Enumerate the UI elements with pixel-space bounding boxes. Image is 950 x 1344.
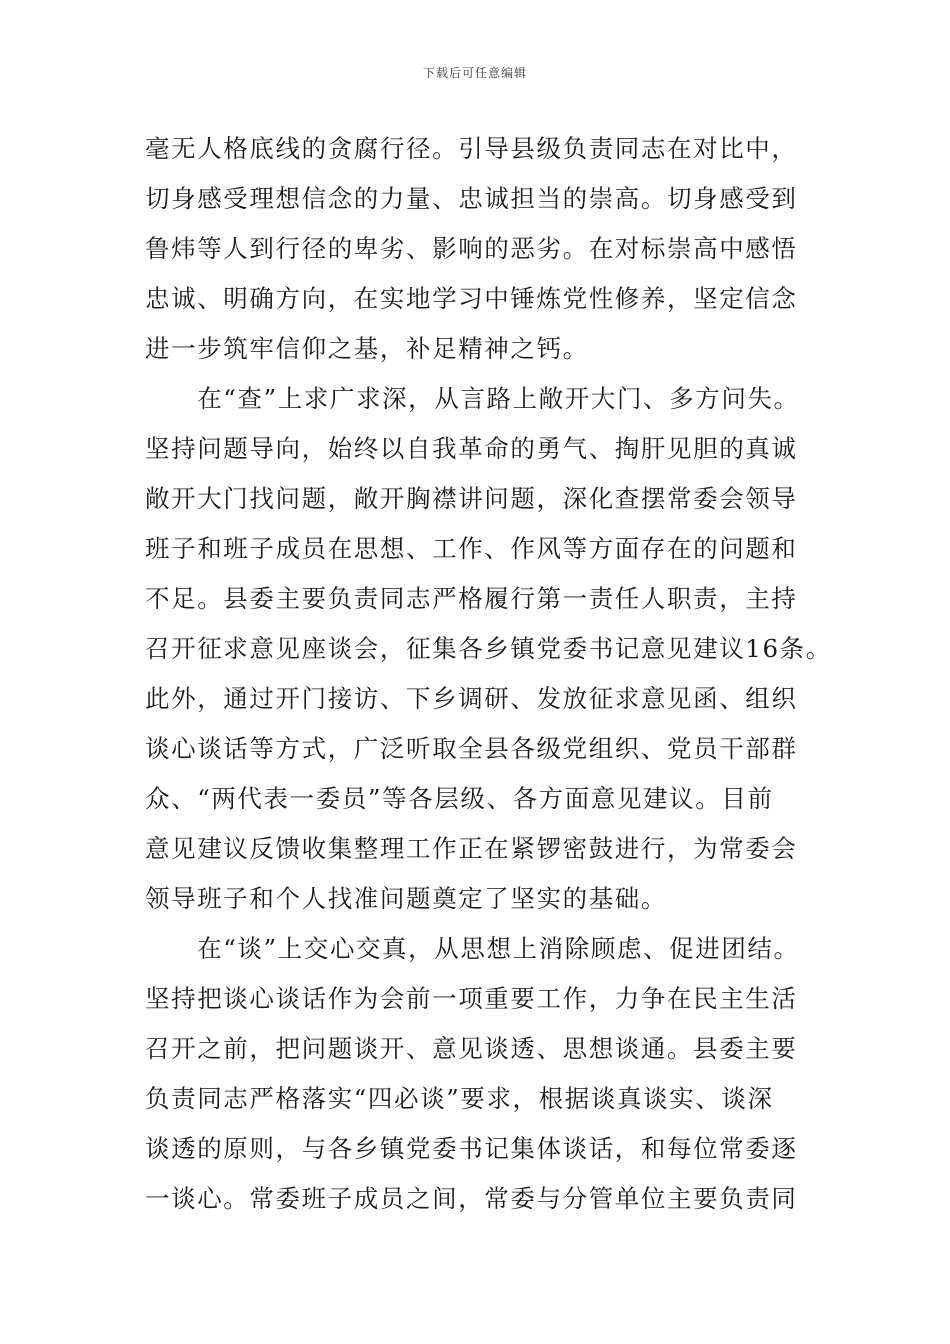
text-line: 鲁炜等人到行径的卑劣、影响的恶劣。在对标崇高中感悟 [145, 234, 798, 263]
text-line: 切身感受理想信念的力量、忠诚担当的崇高。切身感受到 [145, 184, 798, 213]
text-line: 负责同志严格落实“四必谈”要求，根据谈真谈实、谈深 [145, 1084, 774, 1113]
text-line: 毫无人格底线的贪腐行径。引导县级负责同志在对比中， [145, 134, 798, 163]
text-line: 意见建议反馈收集整理工作正在紧锣密鼓进行，为常委会 [145, 834, 798, 863]
text-line: 领导班子和个人找准问题奠定了坚实的基础。 [145, 884, 667, 913]
text-line: 班子和班子成员在思想、工作、作风等方面存在的问题和 [145, 534, 798, 563]
text-line: 在“谈”上交心交真，从思想上消除顾虑、促进团结。 [145, 934, 800, 963]
text-line: 在“查”上求广求深，从言路上敞开大门、多方问失。 [145, 384, 800, 413]
text-line: 召开征求意见座谈会，征集各乡镇党委书记意见建议16条。 [145, 634, 832, 663]
text-line: 不足。县委主要负责同志严格履行第一责任人职责，主持 [145, 584, 798, 613]
text-line: 坚持问题导向，始终以自我革命的勇气、掏肝见胆的真诚 [145, 434, 798, 463]
text-line: 一谈心。常委班子成员之间，常委与分管单位主要负责同 [145, 1184, 798, 1213]
text-line: 坚持把谈心谈话作为会前一项重要工作，力争在民主生活 [145, 984, 798, 1013]
text-line: 谈心谈话等方式，广泛听取全县各级党组织、党员干部群 [145, 734, 798, 763]
text-line: 敞开大门找问题，敞开胸襟讲问题，深化查摆常委会领导 [145, 484, 798, 513]
page-header: 下载后可任意编辑 [422, 66, 527, 80]
document-body [145, 124, 835, 1224]
text-line: 忠诚、明确方向，在实地学习中锤炼党性修养，坚定信念 [145, 284, 798, 313]
text-line: 进一步筑牢信仰之基，补足精神之钙。 [145, 334, 589, 363]
text-line: 此外，通过开门接访、下乡调研、发放征求意见函、组织 [145, 684, 798, 713]
text-line: 召开之前，把问题谈开、意见谈透、思想谈通。县委主要 [145, 1034, 798, 1063]
text-line: 众、“两代表一委员”等各层级、各方面意见建议。目前 [145, 784, 774, 813]
text-line: 谈透的原则，与各乡镇党委书记集体谈话，和每位常委逐 [145, 1134, 798, 1163]
